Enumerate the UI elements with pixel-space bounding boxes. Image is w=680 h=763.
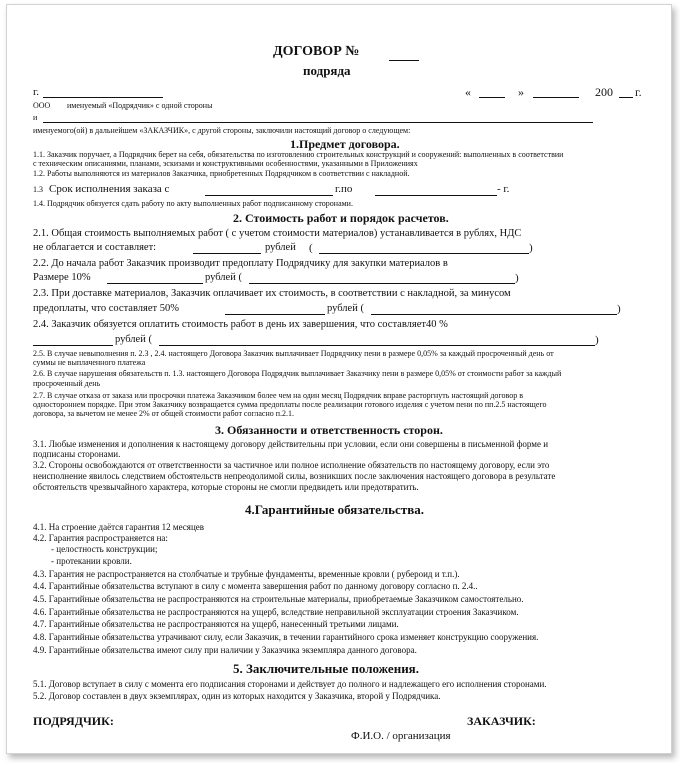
clause-1-3-to: г.по [335,183,353,195]
contract-document [6,4,672,754]
date-month-line [533,97,579,98]
section-4-heading-dot: . [420,502,424,517]
clause-2-4-line1: 2.4. Заказчик обязуется оплатить стоимость работ в день их завершения, что составляет40 % [33,319,448,330]
clause-2-2-words-line [249,283,515,284]
section-3-heading: 3. Обязанности и ответственность сторон. [215,423,443,437]
clause-4-2: 4.2. Гарантия распространяется на: [33,533,168,543]
clause-2-1-rub: рублей [265,242,296,253]
clause-2-1-words-line [319,253,529,254]
contract-number-line [389,60,419,61]
clause-5-2: 5.2. Договор составлен в двух экземплярах, один из которых находится у Заказчика, второй у Подрядчика. [33,691,441,701]
clause-1-3-label: Срок исполнения заказа с [49,183,170,195]
date-year: 200 [595,85,613,99]
clause-2-4-paren-close: ) [595,334,599,346]
document-title: ДОГОВОР № [273,44,360,59]
clause-2-7-line3: договора, за вычетом не менее 2% от общей стоимости работ согласно п.2.1. [33,409,295,418]
clause-2-5-line1: 2.5. В случае невыполнения п. 2.3 , 2.4. настоящего Договора Заказчик выплачивает Подрядчику пени в размере 0,05% за каждый просроченный день от [33,349,554,358]
clause-4-5: 4.5. Гарантийные обязательства не распространяются на строительные материалы, приобретаемые Заказчиком самостоятельно. [33,594,524,604]
customer-named: именуемого(ой) в дальнейшем «ЗАКАЗЧИК», с другой стороны, заключили настоящий договор о следующем: [33,126,411,135]
clause-2-1-amount-line [193,253,261,254]
clause-4-7: 4.7. Гарантийные обязательства не распространяются на ущерб, нанесенный третьими лицами. [33,619,399,629]
section-1-heading: 1.Предмет договора. [290,137,400,151]
clause-3-2-line2: неисполнение явилось следствием обстоятельств непреодолимой силы, возникших после заключения настоящего договора в результате [33,471,556,481]
clause-2-2-line2: Размере 10% [33,272,91,283]
clause-5-1: 5.1. Договор вступает в силу с момента его подписания сторонами и действует до полного и надлежащего его исполнения сторонами. [33,679,547,689]
clause-2-1-paren-close: ) [529,242,533,254]
clause-2-7-line1: 2.7. В случае отказа от заказа или просрочки платежа Заказчиком более чем на один месяц Подрядчик вправе расторгнуть настоящий договор в [33,391,524,400]
city-prefix: г. [33,86,40,98]
clause-2-1-line1: 2.1. Общая стоимость выполняемых работ ( с учетом стоимости материалов) устанавливается в рублях, НДС [33,228,522,239]
customer-signature-label: ЗАКАЗЧИК: [467,714,536,728]
clause-2-3-rub: рублей ( [327,303,364,314]
clause-4-4: 4.4. Гарантийные обязательства вступают в силу с момента завершения работ по данному договору согласно п. 2.4.. [33,581,478,591]
clause-4-2-item-2: - протекании кровли. [51,556,132,566]
clause-4-3: 4.3. Гарантия не распространяется на столбчатые и трубные фундаменты, временные кровли ( рубероид и т.п.). [33,569,460,579]
city-line [43,97,163,98]
clause-1-1-line1: 1.1. Заказчик поручает, а Подрядчик берет на себя, обязательства по изготовлению строительных конструкций и сооружений: выполненных в соответствии [33,150,564,159]
date-quote-close: » [518,85,524,99]
clause-2-6-line2: просроченный день [33,379,101,388]
clause-2-3-line2: предоплаты, что составляет 50% [33,303,179,314]
date-quote-open: « [465,85,471,99]
clause-1-4: 1.4. Подрядчик обязуется сдать работу по акту выполненных работ подписанному сторонами. [33,199,353,208]
section-2-heading: 2. Стоимость работ и порядок расчетов. [233,211,449,225]
clause-2-3-words-line [371,314,617,315]
date-year-line [619,97,633,98]
section-5-heading: 5. Заключительные положения. [233,661,419,676]
document-subtitle: подряда [303,63,351,78]
clause-1-3-end-line [375,195,497,196]
clause-4-9: 4.9. Гарантийные обязательства имеют силу при наличии у Заказчика экземпляра данного договора. [33,645,417,655]
clause-1-3-num: 1.3 [33,185,43,194]
contractor-named: именуемый «Подрядчик» с одной стороны [67,101,213,110]
clause-2-2-amount-line [107,283,203,284]
section-4-heading-text: 4.Гарантийные обязательства [245,502,421,517]
and-label: и [33,113,38,122]
clause-4-1: 4.1. На строение даётся гарантия 12 месяцев [33,522,205,532]
date-year-suffix: г. [635,85,642,99]
clause-2-2-rub: рублей ( [205,272,242,283]
clause-2-3-amount-line [225,314,325,315]
clause-1-3-start-line [205,195,333,196]
customer-name-line [43,122,593,123]
clause-3-1-line1: 3.1. Любые изменения и дополнения к настоящему договору действительны при условии, если они совершены в письменной форме и [33,439,549,449]
clause-3-1-line2: подписаны сторонами. [33,449,121,459]
clause-4-2-item-1: - целостность конструкции; [51,544,158,554]
clause-2-5-line2: суммы не выплаченного платежа [33,358,146,367]
ooo-label: ООО [33,101,51,110]
clause-3-2-line3: обстоятельств чрезвычайного характера, которые стороны не смогли предвидеть или предотвратить. [33,482,419,492]
clause-2-3-line1: 2.3. При доставке материалов, Заказчик оплачивает их стоимость, в соответствии с накладной, за минусом [33,288,511,299]
fio-organization-label: Ф.И.О. / организация [351,730,451,742]
clause-2-3-paren-close: ) [617,303,621,315]
clause-1-1-line2: с техническим описаниями, планами, эскизами и конструктивными особенностями, указанными в Приложениях [33,159,418,168]
clause-2-2-paren-close: ) [515,272,519,284]
clause-2-7-line2: одностороннем порядке. При этом Заказчику возвращается сумма предоплаты после реализации готового изделия с учетом пени по пп.2.5 настоящего [33,400,547,409]
clause-2-1-line2: не облагается и составляет: [33,242,157,253]
clause-2-2-line1: 2.2. До начала работ Заказчик производит предоплату Подрядчику для закупки материалов в [33,258,448,269]
clause-2-4-rub: рублей ( [115,334,152,345]
clause-4-8: 4.8. Гарантийные обязательства утрачивают силу, если Заказчик, в течении гарантийного срока изменяет конструкцию сооружения. [33,632,539,642]
clause-4-6: 4.6. Гарантийные обязательства не распространяются на ущерб, вследствие неправильной эксплуатации строения Заказчиком. [33,607,519,617]
clause-2-4-words-line [159,345,595,346]
contractor-signature-label: ПОДРЯДЧИК: [33,714,114,728]
clause-2-4-amount-line [33,345,113,346]
clause-1-2: 1.2. Работы выполняются из материалов Заказчика, приобретенных Подрядчиком в соответствии с накладной. [33,169,410,178]
clause-3-2-line1: 3.2. Стороны освобождаются от ответственности за частичное или полное исполнение обязательств по настоящему договору, если это [33,460,550,470]
date-day-line [479,97,505,98]
clause-2-6-line1: 2.6. В случае нарушения обязательств п. 1.3. настоящего Договора Подрядчик выплачивает Заказчику пени в размере 0,05% от стоимости работ за каждый [33,369,562,378]
clause-2-1-paren-open: ( [309,242,313,254]
clause-1-3-end: - г. [497,183,510,195]
section-4-heading [245,502,424,518]
